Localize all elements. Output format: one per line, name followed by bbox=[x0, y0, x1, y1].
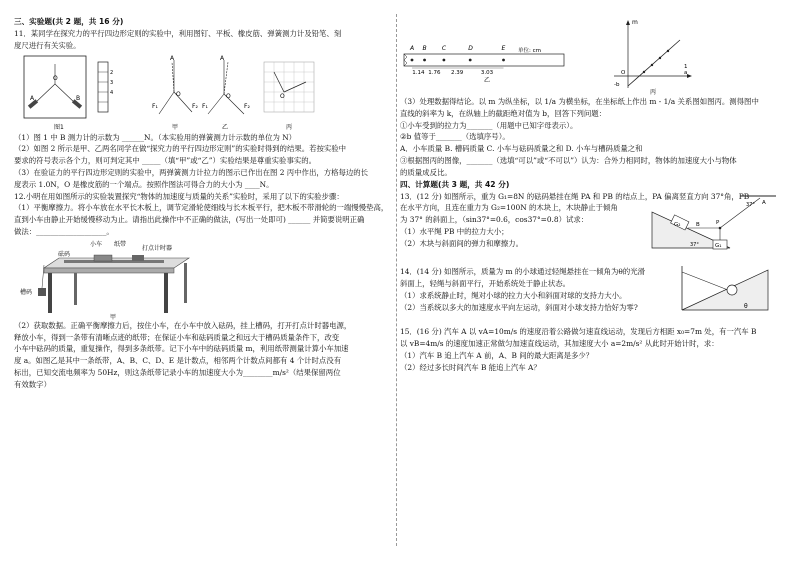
q11-figure-svg bbox=[14, 52, 394, 132]
tape-point-label: E bbox=[501, 45, 506, 52]
tape-distance-label: 2.39 bbox=[451, 70, 464, 76]
q12-apparatus-svg bbox=[14, 238, 394, 320]
q12-part-2e: 标出，已知交流电频率为 50Hz，则这条纸带记录小车的加速度大小为________m/s²（结果保留两位 bbox=[14, 367, 341, 377]
svg-text:A: A bbox=[220, 54, 225, 62]
q15-sub-2: （2）经过多长时间汽车 B 能追上汽车 A？ bbox=[400, 362, 541, 372]
q13-a: A bbox=[762, 200, 766, 207]
q13-angle-top: 37° bbox=[746, 202, 755, 209]
section-4-title: 四、计算题(共 3 题，共 42 分) bbox=[400, 179, 510, 189]
q12-part-1c: 做法：___________________。 bbox=[14, 226, 114, 236]
q12-apparatus-figure bbox=[14, 238, 394, 320]
q13-line-1: 13．(12 分) 如图所示，重为 G₁=8N 的砝码悬挂在绳 PA 和 PB 的结点上，PA 偏离竖直方向 37°角，PB bbox=[400, 191, 750, 201]
q11-part-3a: （3）在验证力的平行四边形定则的实验中，两弹簧测力计拉力的图示已作出在图 2 丙中作出，方格每边的长 bbox=[14, 167, 369, 177]
q13-line-3: 为 37° 的斜面上，（sin37°=0.6，cos37°=0.8）试求： bbox=[400, 215, 589, 225]
tape-point bbox=[443, 59, 446, 62]
graph-caption: 丙 bbox=[650, 89, 657, 96]
q13-figure bbox=[650, 192, 776, 252]
q13-b: B bbox=[696, 222, 700, 229]
label-weight: 砝码 bbox=[58, 250, 71, 258]
q14-sub-2: （2）当系统以多大的加速度水平向左运动，斜面对小球支持力恰好为零? bbox=[400, 302, 638, 312]
tape-distance-label: 1.76 bbox=[428, 70, 441, 76]
m-vs-inv-a-graph bbox=[614, 19, 692, 96]
svg-text:A: A bbox=[170, 54, 175, 62]
q12-part-2a: （2）获取数据。正确平衡摩擦力后，按住小车，在小车中放入砝码，挂上槽码，打开打点计时器电源， bbox=[14, 320, 352, 330]
tape-point bbox=[411, 59, 414, 62]
q13-g2: G₂ bbox=[674, 222, 681, 229]
tape-unit: 单位: cm bbox=[518, 48, 541, 54]
right-column bbox=[400, 16, 782, 374]
svg-text:4: 4 bbox=[110, 89, 114, 96]
q12-part-3a: （3）处理数据得结论。以 m 为纵坐标，以 1/a 为横坐标，在坐标纸上作出 m - 1/a 关系图如图丙。测得图中 bbox=[400, 97, 759, 106]
paper-tape bbox=[404, 45, 564, 84]
fig2-jia-caption: 甲 bbox=[172, 123, 179, 131]
svg-text:F₂: F₂ bbox=[192, 102, 198, 110]
q13-block bbox=[400, 202, 782, 262]
svg-text:O: O bbox=[280, 92, 285, 100]
fig1-caption: 图1 bbox=[54, 123, 64, 131]
q13-sub-2: （2）木块与斜面间的弹力和摩擦力。 bbox=[400, 238, 523, 248]
q14-sub-1: （1）求系统静止时，绳对小球的拉力大小和斜面对球的支持力大小。 bbox=[400, 290, 627, 300]
q12-sub-3a: ③根据图丙的图像，_______（选填“可以”或“不可以”）认为：合外力相同时，物体的加速度大小与物体 bbox=[400, 155, 737, 165]
tape-point bbox=[502, 59, 505, 62]
q14-line-2: 斜面上，轻绳与斜面平行，开始系统处于静止状态。 bbox=[400, 279, 570, 289]
fig1-label-o: O bbox=[53, 74, 58, 82]
q12-sub-2: ②b 值等于_______（选填序号）。 bbox=[400, 132, 510, 142]
q11-intro-1: 11．某同学在探究力的平行四边形定则的实验中，利用图钉、平板、橡皮筋、弹簧测力计及铅笔、刻 bbox=[14, 29, 342, 38]
fig2-yi-caption: 乙 bbox=[222, 123, 229, 131]
svg-text:F₁: F₁ bbox=[152, 102, 158, 110]
q12-intro: 12.小明在用如图所示的实验装置探究“物体的加速度与质量的关系”实验时，采用了以下的实验步骤： bbox=[14, 191, 344, 201]
fig2-jia bbox=[152, 55, 198, 131]
q12-part-3b: 直线的斜率为 k，在纵轴上的截距绝对值为 b，回答下列问题： bbox=[400, 108, 607, 118]
tape-and-graph bbox=[400, 16, 782, 96]
q12-part-1a: （1）平衡摩擦力。将小车放在水平长木板上，调节定滑轮使细线与长木板平行，把木板不带滑轮的一端慢慢垫高， bbox=[14, 203, 389, 213]
svg-text:F₂: F₂ bbox=[244, 102, 250, 110]
q11-part-3b: 度表示 1.0N，O 是橡皮筋的一个端点。按照作图法可得合力的大小为 ____N。 bbox=[14, 179, 274, 189]
q12-apparatus-caption: 甲 bbox=[110, 313, 117, 320]
q14-line-1: 14．(14 分) 如图所示，质量为 m 的小球通过轻绳悬挂在一倾角为θ的光滑 bbox=[400, 267, 645, 277]
label-tape: 纸带 bbox=[114, 240, 127, 248]
q11-intro-2: 度尺进行有关实验。 bbox=[14, 40, 81, 50]
tape-point bbox=[423, 59, 426, 62]
q13-angle-slope: 37° bbox=[690, 242, 699, 249]
q13-g1: G₁ bbox=[715, 243, 722, 250]
q14-figure bbox=[678, 262, 778, 316]
label-timer: 打点计时器 bbox=[142, 244, 173, 252]
column-divider bbox=[396, 14, 397, 546]
svg-text:F₁: F₁ bbox=[202, 102, 208, 110]
q12-part-2c: 小车中砝码的质量，重复操作，得到多条纸带。记下小车中的砝码质量 m，利用纸带测量计算小车加速 bbox=[14, 344, 349, 354]
fig2-yi bbox=[202, 55, 250, 131]
q12-sub-3b: 的质量成反比。 bbox=[400, 167, 452, 177]
tape-point-label: B bbox=[422, 45, 427, 52]
graph-ylabel: m bbox=[632, 19, 638, 26]
q11-part-2b: 要求的符号表示各个力，则可判定其中 _____（填“甲”或“乙”）实验结果是尊重实验事实的。 bbox=[14, 156, 317, 166]
graph-xlabel: 1 bbox=[684, 64, 688, 70]
tape-point-label: C bbox=[441, 45, 447, 52]
fig2-bing-grid bbox=[264, 62, 314, 131]
fig2-bing-caption: 丙 bbox=[286, 123, 293, 131]
fig1-label-b: B bbox=[76, 94, 81, 102]
q12-part-2b: 释放小车，得到一条带有清晰点迹的纸带；在保证小车和砝码质量之和远大于槽码质量条件下，改变 bbox=[14, 332, 340, 342]
tape-graph-svg bbox=[400, 16, 782, 96]
tape-distance-label: 1.14 bbox=[412, 70, 425, 76]
svg-text:O: O bbox=[226, 92, 231, 100]
q14-block bbox=[400, 262, 782, 326]
svg-text:O: O bbox=[176, 90, 181, 98]
section-3-title: 三、实验题(共 2 题，共 16 分) bbox=[14, 17, 124, 26]
q13-sub-1: （1）水平绳 PB 中的拉力大小； bbox=[400, 226, 509, 236]
q13-line-2: 在水平方向，且连在重力为 G₂=100N 的木块上，木块静止于倾角 bbox=[400, 203, 618, 213]
q12-sub-1: ①小车受到的拉力为_______（用题中已知字母表示）。 bbox=[400, 120, 578, 130]
label-car: 小车 bbox=[90, 240, 103, 248]
tape-distance-label: 3.03 bbox=[480, 70, 494, 76]
q15-sub-1: （1）汽车 B 追上汽车 A 前，A、B 间的最大距离是多少？ bbox=[400, 350, 594, 360]
q11-part-2a: （2）如图 2 所示是甲、乙两名同学在做“探究力的平行四边形定则”的实验时得到的结果。若按实验中 bbox=[14, 144, 347, 154]
q12-part-2f: 有效数字） bbox=[14, 379, 51, 389]
tape-point bbox=[469, 59, 472, 62]
q12-part-1b: 直到小车由静止开始缓慢移动为止。请指出此操作中不正确的做法，(写出一处即可) ______ 并简要说明正确 bbox=[14, 215, 365, 225]
tape-point-label: D bbox=[468, 45, 473, 52]
fig1-label-a: A bbox=[30, 94, 35, 102]
q14-theta: θ bbox=[744, 303, 748, 311]
label-tray: 槽码 bbox=[20, 288, 33, 296]
graph-xlabel-den: a bbox=[684, 70, 688, 76]
tape-caption: 乙 bbox=[484, 77, 491, 84]
q12-part-2d: 度 a。如图乙是其中一条纸带，A、B、C、D、E 是计数点，相邻两个计数点间都有 4 个计时点没有 bbox=[14, 356, 342, 366]
q12-options: A．小车质量 B. 槽码质量 C. 小车与砝码质量之和 D. 小车与槽码质量之和 bbox=[400, 144, 643, 154]
graph-origin: O bbox=[621, 70, 626, 76]
q11-figures bbox=[14, 52, 394, 132]
svg-text:2: 2 bbox=[110, 69, 114, 76]
tape-point-label: A bbox=[410, 45, 415, 52]
fig1-board bbox=[24, 56, 113, 131]
q15-line-1: 15．(16 分) 汽车 A 以 vA=10m/s 的速度沿着公路做匀速直线运动，发现后方相距 x₀=7m 处，有一汽车 B bbox=[400, 327, 757, 337]
graph-intercept: -b bbox=[614, 82, 620, 88]
q11-part-1: （1）图 1 中 B 测力计的示数为 ______N。（本实验用的弹簧测力计示数的单位为 N） bbox=[14, 132, 297, 142]
q13-p: P bbox=[716, 220, 720, 227]
q15-line-2: 以 vB=4m/s 的速度加速正常做匀加速直线运动，其加速度大小 a=2m/s² 从此时开始计时，求： bbox=[400, 339, 719, 349]
svg-text:3: 3 bbox=[110, 79, 114, 86]
left-column bbox=[14, 16, 394, 391]
